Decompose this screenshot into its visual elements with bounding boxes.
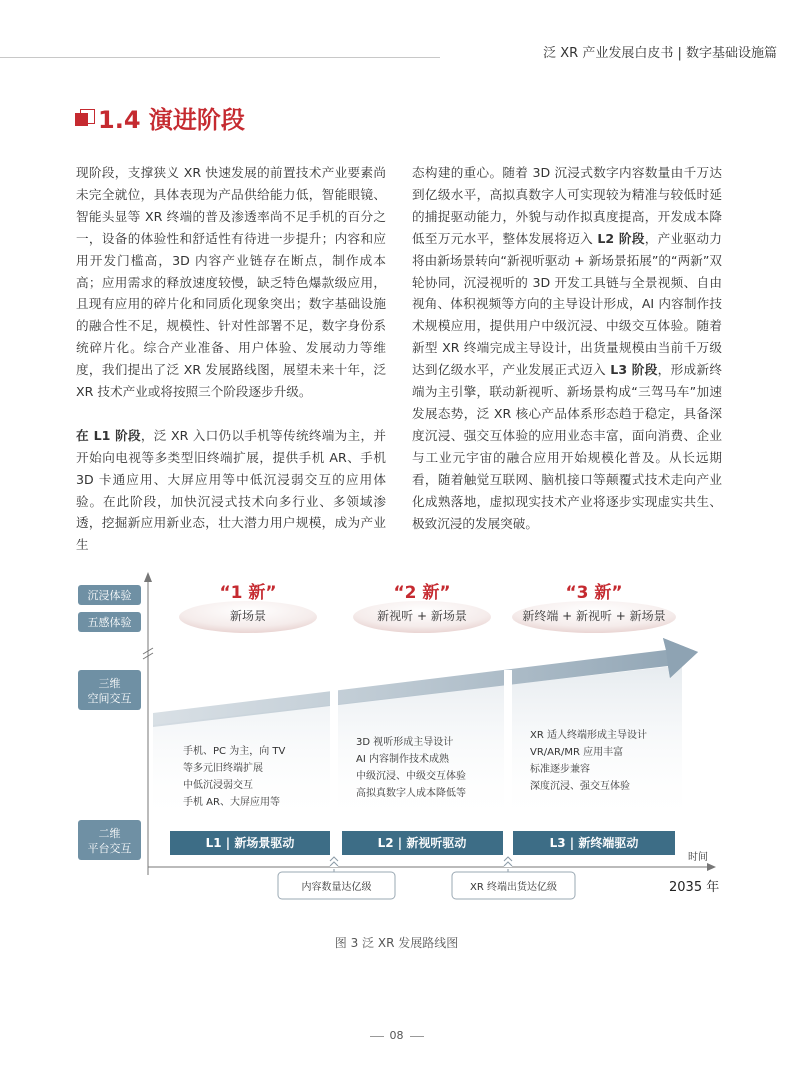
svg-text:L3 | 新终端驱动: L3 | 新终端驱动: [549, 836, 639, 850]
section-marker-icon: [75, 113, 88, 126]
stage-2-badge: [353, 582, 491, 633]
end-year-label: 2035 年: [669, 880, 720, 895]
svg-text:高拟真数字人成本降低等: 高拟真数字人成本降低等: [356, 788, 466, 799]
svg-text:空间交互: 空间交互: [87, 692, 132, 705]
svg-text:“1 新”: “1 新”: [219, 583, 277, 603]
svg-text:手机 AR、大屏应用等: 手机 AR、大屏应用等: [183, 797, 280, 808]
section-title: 1.4 演进阶段: [98, 106, 245, 134]
svg-text:新场景: 新场景: [229, 609, 267, 623]
svg-text:五感体验: 五感体验: [87, 616, 132, 629]
svg-text:VR/AR/MR 应用丰富: VR/AR/MR 应用丰富: [530, 747, 624, 758]
y-label-five-senses: [78, 612, 141, 632]
l1-stage-text: ，泛 XR 入口仍以手机等传统终端为主，并开始向电视等多类型旧终端扩展，提供手机 AR、手机 3D 卡通应用、大屏应用等中低沉浸弱交互的应用体验。在此阶段，加快沉浸式技术向多行业、多领域渗透，挖掘新应用新业态，壮大潜力用户规模，成为产业生: [76, 427, 386, 553]
x-axis-arrow-icon: [707, 863, 716, 871]
stage-bar-l1: [170, 831, 330, 855]
svg-text:L1 | 新场景驱动: L1 | 新场景驱动: [205, 836, 295, 850]
milestone-content-volume: [278, 872, 395, 899]
stage-3-badge: [512, 582, 676, 633]
svg-text:平台交互: 平台交互: [87, 842, 132, 855]
svg-text:“2 新”: “2 新”: [393, 583, 451, 603]
x-axis-label: 时间: [688, 852, 708, 863]
svg-text:XR 适人终端形成主导设计: XR 适人终端形成主导设计: [530, 730, 647, 741]
svg-text:等多元旧终端扩展: 等多元旧终端扩展: [183, 763, 263, 774]
svg-text:L2 | 新视听驱动: L2 | 新视听驱动: [377, 836, 467, 850]
l1-stage-term: 在 L1 阶段: [76, 427, 141, 443]
l3-stage-text: ，形成新终端为主引擎，联动新视听、新场景构成“三驾马车”加速发展态势，泛 XR 核心产品体系形态趋于稳定，具备深度沉浸、强交互体验的应用业态丰富，面向消费、企业与工业元宇宙的融合应用开始规模化普及。从长远期看，随着触觉互联网、脑机接口等颠覆式技术走向产业化成熟落地，虚拟现实技术产业将逐步实现虚实共生、极致沉浸的发展突破。: [412, 362, 722, 531]
svg-text:标准逐步兼容: 标准逐步兼容: [530, 764, 590, 775]
svg-text:中低沉浸弱交互: 中低沉浸弱交互: [183, 780, 253, 791]
svg-text:“3 新”: “3 新”: [565, 583, 623, 603]
paragraph-current-stage: 现阶段，支撑狭义 XR 快速发展的前置技术产业要素尚未完全就位，具体表现为产品供给能力低，智能眼镜、智能头显等 XR 终端的普及渗透率尚不足手机的百分之一，设备的体验性和舒适性有待进一步提升；内容和应用开发门槛高，3D 内容产业链存在断点，制作成本高；应用需求的释放速度较慢，缺乏特色爆款级应用，且现有应用的碎片化和同质化现象突出；数字基础设施的融合性不足，规模性、针对性部署不足，数字身份系统碎片化。综合产业准备、用户体验、发展动力等维度，我们提出了泛 XR 发展路线图，展望未来十年，泛 XR 技术产业或将按照三个阶段逐步升级。: [76, 165, 386, 400]
l2-stage-text: ，产业驱动力将由新场景转向“新视听驱动 + 新场景拓展”的“两新”双轮协同，沉浸视听的 3D 开发工具链与全景视频、自由视角、体积视频等方向的主导设计形成，AI 内容制作技术规模应用，提供用户中级沉浸、中级交互体验。随着新型 XR 终端完成主导设计，出货量规模由当前千万级达到亿级水平，产业发展正式迈入: [412, 230, 722, 378]
stage-bar-l2: [342, 831, 503, 855]
svg-text:3D 视听形成主导设计: 3D 视听形成主导设计: [356, 737, 454, 748]
page-number: 08: [0, 1029, 793, 1042]
svg-text:深度沉浸、强交互体验: 深度沉浸、强交互体验: [530, 781, 630, 792]
svg-text:中级沉浸、中级交互体验: 中级沉浸、中级交互体验: [356, 771, 466, 782]
svg-text:AI 内容制作技术成熟: AI 内容制作技术成熟: [356, 754, 449, 765]
y-axis-arrow-icon: [144, 572, 152, 582]
body-column-right: [412, 162, 722, 534]
stage-bar-l3: [513, 831, 675, 855]
y-label-3d-interaction: [78, 670, 141, 710]
body-column-left: [76, 162, 386, 556]
header-divider: [0, 57, 440, 58]
svg-text:新终端 + 新视听 + 新场景: 新终端 + 新视听 + 新场景: [522, 609, 666, 623]
svg-text:新视听 + 新场景: 新视听 + 新场景: [377, 609, 467, 623]
svg-text:三维: 三维: [98, 677, 121, 690]
svg-text:内容数量达亿级: 内容数量达亿级: [301, 882, 372, 893]
xr-roadmap-diagram: [70, 570, 720, 910]
svg-text:XR 终端出货达亿级: XR 终端出货达亿级: [470, 882, 557, 893]
paragraph-l1-stage: [76, 425, 386, 556]
l3-stage-term: L3 阶段: [610, 362, 658, 378]
svg-text:二维: 二维: [98, 827, 121, 840]
svg-text:手机、PC 为主，向 TV: 手机、PC 为主，向 TV: [183, 746, 286, 757]
milestone-device-shipment: [452, 872, 575, 899]
y-label-immersion: [78, 585, 141, 605]
svg-text:沉浸体验: 沉浸体验: [87, 589, 132, 602]
l2-stage-term: L2 阶段: [597, 230, 645, 246]
stage-1-badge: [179, 582, 317, 633]
y-label-2d-interaction: [78, 820, 141, 860]
paragraph-l2-l3-stage: [412, 162, 722, 534]
header-title: 泛 XR 产业发展白皮书 | 数字基础设施篇: [543, 46, 777, 61]
figure-caption: 图 3 泛 XR 发展路线图: [334, 936, 459, 950]
l2-intro-text: 态构建的重心。随着 3D 沉浸式数字内容数量由千万达到亿级水平，高拟真数字人可实现较为精准与较低时延的捕捉驱动能力，外貌与动作拟真度提高，开发成本降低至万元水平，整体发展将迈入: [412, 165, 722, 246]
